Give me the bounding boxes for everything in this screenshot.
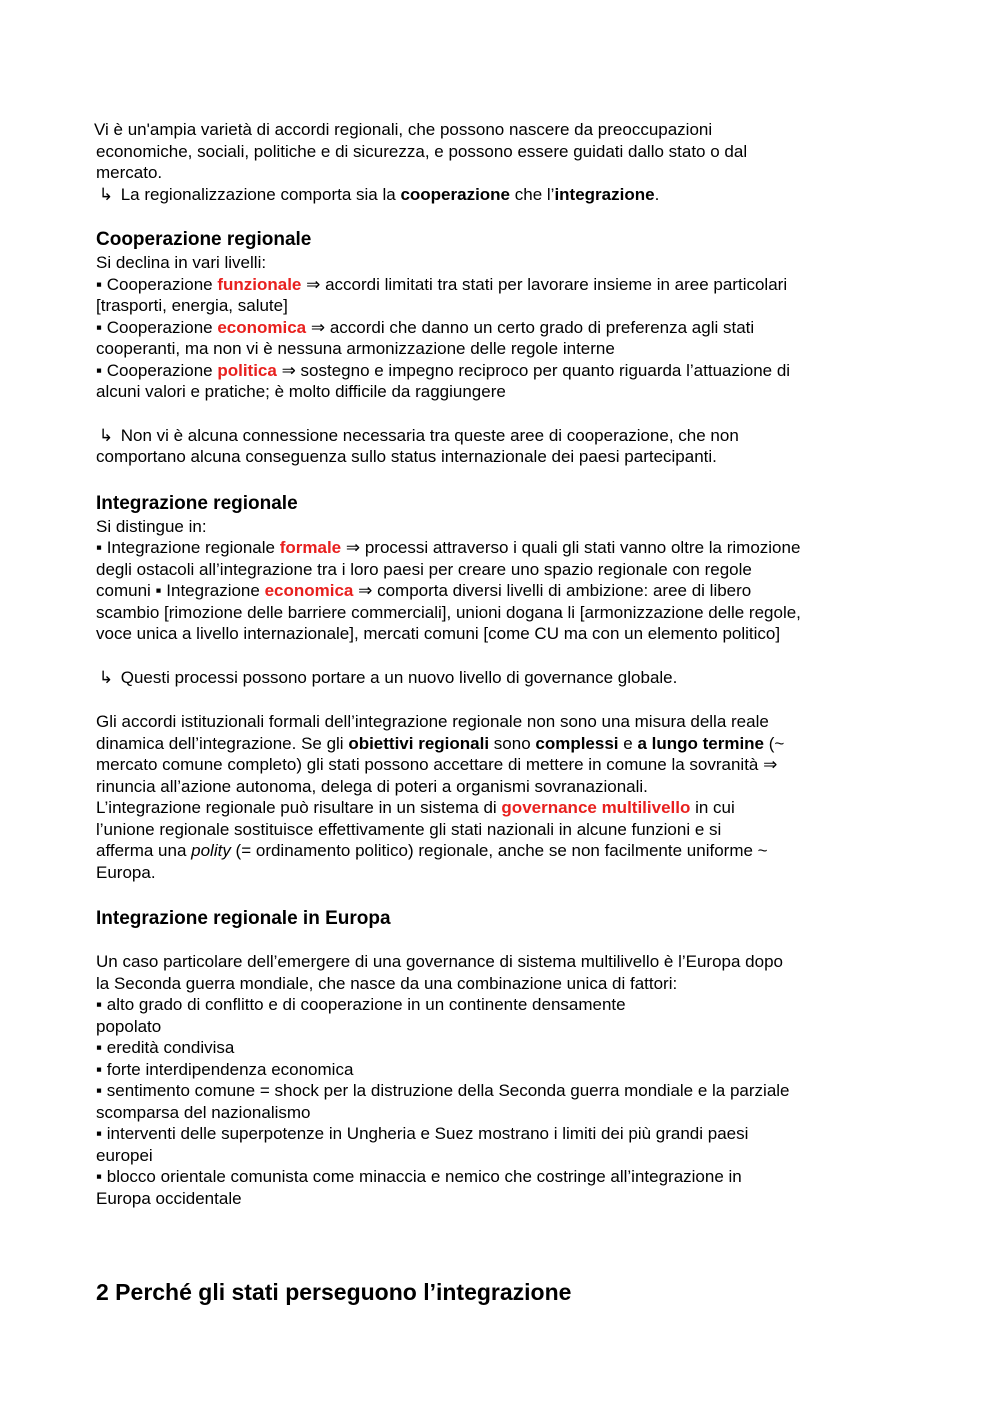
- europe-bullet-1: ▪ alto grado di conflitto e di cooperazione in un continente densamente: [96, 995, 626, 1014]
- integ-para-line-4: rinuncia all’azione autonoma, delega di poteri a organismi sovranazionali.: [96, 776, 648, 796]
- intro-line-2: economiche, sociali, politiche e di sicurezza, e possono essere guidati dallo stato o dal: [96, 141, 748, 161]
- europe-bullet-3: ▪ forte interdipendenza economica: [96, 1059, 354, 1079]
- coop-item-funzionale-cont: [trasporti, energia, salute]: [96, 296, 288, 315]
- europe-bullet-6-cont: Europa occidentale: [96, 1188, 242, 1208]
- integ-para-line-3: mercato comune completo) gli stati possono accettare di mettere in comune la sovranità ⇒: [96, 755, 778, 774]
- europe-bullet-4-cont: scomparsa del nazionalismo: [96, 1102, 311, 1122]
- integ-intro: Si distingue in:: [96, 516, 207, 536]
- integ-para-line-8: Europa.: [96, 862, 156, 882]
- europe-bullet-5: ▪ interventi delle superpotenze in Ungheria e Suez mostrano i limiti dei più grandi paesi: [96, 1124, 749, 1143]
- integ-para-line-7: afferma una polity (= ordinamento politico) regionale, anche se non facilmente uniforme ~: [96, 841, 768, 860]
- europe-bullet-5-cont: europei: [96, 1145, 153, 1165]
- integ-line-4: scambio [rimozione delle barriere commerciali], unioni dogana li [armonizzazione delle regole,: [96, 602, 801, 622]
- section-heading-2: 2 Perché gli stati perseguono l’integrazione: [96, 1279, 572, 1305]
- keyword-integrazione: integrazione: [554, 184, 655, 204]
- europe-line-2: la Seconda guerra mondiale, che nasce da una combinazione unica di fattori:: [96, 973, 678, 993]
- integ-item-economica: comuni ▪ Integrazione economica ⇒ comporta diversi livelli di ambizione: aree di libero: [96, 581, 752, 600]
- intro-line-4: ↳ La regionalizzazione comporta sia la cooperazione che l’integrazione.: [96, 184, 886, 206]
- intro-line-1: Vi è un'ampia varietà di accordi regionali, che possono nascere da preoccupazioni: [94, 120, 713, 139]
- integ-item-formale: ▪ Integrazione regionale formale ⇒ processi attraverso i quali gli stati vanno oltre la rimozione: [96, 538, 801, 557]
- coop-item-economica-cont: cooperanti, ma non vi è nessuna armonizzazione delle regole interne: [96, 339, 615, 358]
- heading-integrazione-europa: Integrazione regionale in Europa: [96, 908, 391, 929]
- integ-para-line-5: L’integrazione regionale può risultare in un sistema di governance multilivello in cui: [96, 798, 735, 817]
- integ-line-2: degli ostacoli all’integrazione tra i loro paesi per creare uno spazio regionale con regole: [96, 559, 752, 579]
- keyword-cooperazione: cooperazione: [400, 184, 511, 204]
- integ-line-5: voce unica a livello internazionale], mercati comuni [come CU ma con un elemento politico]: [96, 624, 781, 643]
- europe-bullet-6: ▪ blocco orientale comunista come minaccia e nemico che costringe all’integrazione in: [96, 1167, 742, 1186]
- return-arrow-icon: ↳: [98, 667, 114, 687]
- coop-item-funzionale: ▪ Cooperazione funzionale ⇒ accordi limitati tra stati per lavorare insieme in aree particolari: [96, 274, 788, 294]
- coop-note-cont: comportano alcuna conseguenza sullo status internazionale dei paesi partecipanti.: [96, 447, 717, 466]
- intro-line-3: mercato.: [96, 163, 163, 182]
- coop-item-politica: ▪ Cooperazione politica ⇒ sostegno e impegno reciproco per quanto riguarda l’attuazione di: [96, 360, 791, 380]
- europe-bullet-4: ▪ sentimento comune = shock per la distruzione della Seconda guerra mondiale e la parziale: [96, 1081, 790, 1100]
- coop-note: ↳ Non vi è alcuna connessione necessaria tra queste aree di cooperazione, che non: [96, 425, 886, 447]
- coop-intro: Si declina in vari livelli:: [96, 253, 267, 272]
- integ-note: ↳ Questi processi possono portare a un nuovo livello di governance globale.: [96, 667, 886, 689]
- heading-cooperazione-regionale: Cooperazione regionale: [96, 229, 312, 250]
- return-arrow-icon: ↳: [98, 184, 114, 204]
- heading-integrazione-regionale: Integrazione regionale: [96, 492, 298, 514]
- coop-item-economica: ▪ Cooperazione economica ⇒ accordi che danno un certo grado di preferenza agli stati: [96, 317, 755, 337]
- integ-para-line-1: Gli accordi istituzionali formali dell’integrazione regionale non sono una misura della reale: [96, 712, 769, 731]
- europe-bullet-1-cont: popolato: [96, 1016, 162, 1036]
- europe-bullet-2: ▪ eredità condivisa: [96, 1038, 235, 1057]
- return-arrow-icon: ↳: [98, 425, 114, 445]
- europe-line-1: Un caso particolare dell’emergere di una governance di sistema multilivello è l’Europa dopo: [96, 952, 783, 971]
- integ-para-line-2: dinamica dell’integrazione. Se gli obiettivi regionali sono complessi e a lungo termine (~: [96, 733, 785, 753]
- document-page: [96, 119, 886, 1307]
- coop-item-politica-cont: alcuni valori e pratiche; è molto difficile da raggiungere: [96, 382, 506, 401]
- integ-para-line-6: l’unione regionale sostituisce effettivamente gli stati nazionali in alcune funzioni e si: [96, 819, 722, 839]
